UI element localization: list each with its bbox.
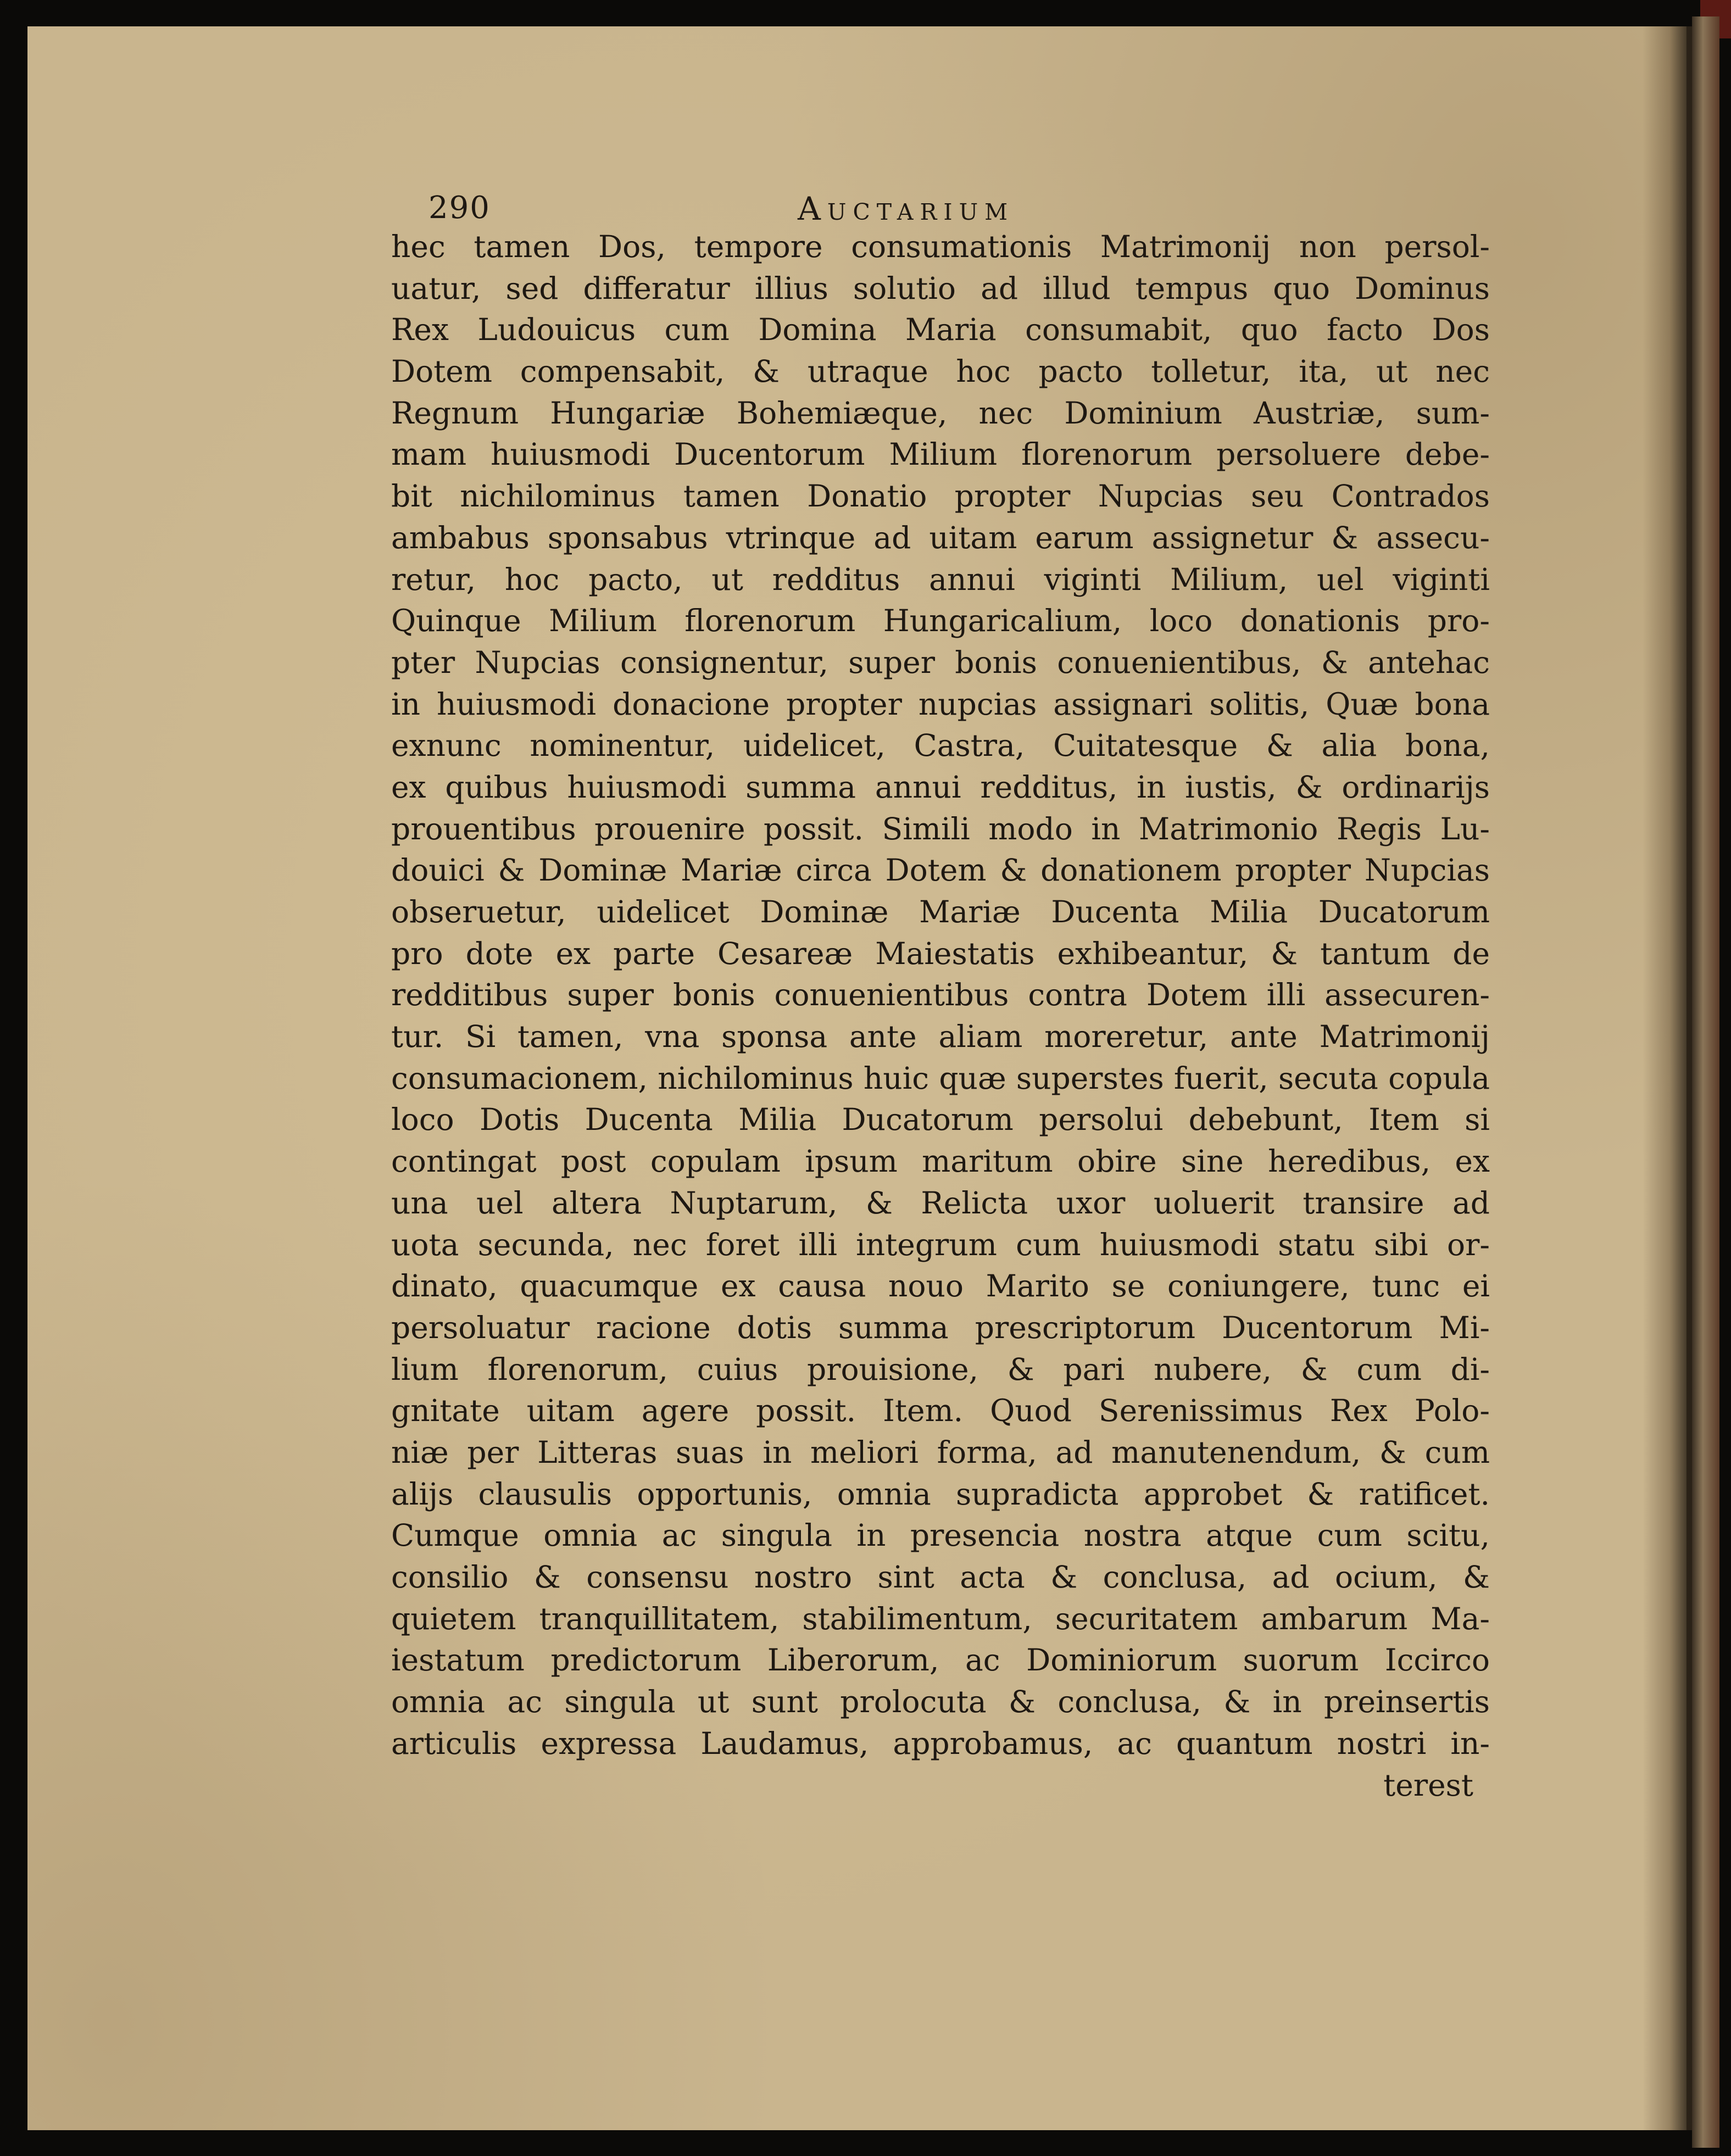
text-line: Regnum Hungariæ Bohemiæque, nec Dominium Austriæ, sum- [391, 395, 1490, 431]
text-line: ex quibus huiusmodi summa annui redditus, in iustis, & ordinarijs [391, 769, 1490, 805]
text-line: retur, hoc pacto, ut redditus annui viginti Milium, uel viginti [391, 561, 1490, 597]
text-line: omnia ac singula ut sunt prolocuta & conclusa, & in preinsertis [391, 1684, 1490, 1720]
binding-gutter [1643, 26, 1692, 2130]
body-text [391, 226, 1490, 1806]
text-line: quietem tranquillitatem, stabilimentum, securitatem ambarum Ma- [391, 1601, 1490, 1636]
text-line: exnunc nominentur, uidelicet, Castra, Cuitatesque & alia bona, [391, 728, 1490, 764]
text-line: niæ per Litteras suas in meliori forma, ad manutenendum, & cum [391, 1434, 1490, 1470]
text-line: bit nichilominus tamen Donatio propter Nupcias seu Contrados [391, 478, 1490, 514]
page-number: 290 [428, 190, 491, 226]
text-line: alijs clausulis opportunis, omnia supradicta approbet & ratificet. [391, 1476, 1490, 1512]
text-line: pro dote ex parte Cesareæ Maiestatis exhibeantur, & tantum de [391, 935, 1490, 971]
text-line: articulis expressa Laudamus, approbamus, ac quantum nostri in- [391, 1725, 1490, 1761]
text-line: lium florenorum, cuius prouisione, & pari nubere, & cum di- [391, 1351, 1490, 1387]
text-line: Dotem compensabit, & utraque hoc pacto tolletur, ita, ut nec [391, 354, 1490, 389]
text-line: Quinque Milium florenorum Hungaricalium, loco donationis pro- [391, 603, 1490, 639]
text-line: iestatum predictorum Liberorum, ac Dominiorum suorum Iccirco [391, 1642, 1490, 1678]
text-line: uatur, sed differatur illius solutio ad illud tempus quo Dominus [391, 270, 1490, 306]
text-line: loco Dotis Ducenta Milia Ducatorum persolui debebunt, Item si [391, 1102, 1490, 1138]
text-line: una uel altera Nuptarum, & Relicta uxor uoluerit transire ad [391, 1185, 1490, 1221]
text-line: persoluatur racione dotis summa prescriptorum Ducentorum Mi- [391, 1310, 1490, 1345]
text-line: consilio & consensu nostro sint acta & conclusa, ad ocium, & [391, 1559, 1490, 1595]
catchword: terest [1383, 1768, 1473, 1803]
text-line: consumacionem, nichilominus huic quæ superstes fuerit, secuta copula [391, 1060, 1490, 1096]
text-line: contingat post copulam ipsum maritum obire sine heredibus, ex [391, 1144, 1490, 1179]
text-line: redditibus super bonis conuenientibus contra Dotem illi assecuren- [391, 977, 1490, 1013]
text-line: Rex Ludouicus cum Domina Maria consumabit, quo facto Dos [391, 312, 1490, 348]
text-line: gnitate uitam agere possit. Item. Quod Serenissimus Rex Polo- [391, 1393, 1490, 1429]
text-line: in huiusmodi donacione propter nupcias assignari solitis, Quæ bona [391, 686, 1490, 722]
running-head [391, 181, 1490, 225]
text-line: obseruetur, uidelicet Dominæ Mariæ Ducenta Milia Ducatorum [391, 894, 1490, 929]
text-line: hec tamen Dos, tempore consumationis Matrimonij non persol- [391, 229, 1490, 264]
page-content [391, 181, 1490, 1806]
text-line: ambabus sponsabus vtrinque ad uitam earum assignetur & assecu- [391, 520, 1490, 555]
text-line: prouentibus prouenire possit. Simili modo in Matrimonio Regis Lu- [391, 811, 1490, 846]
text-line: uota secunda, nec foret illi integrum cum huiusmodi statu sibi or- [391, 1227, 1490, 1262]
text-line: dinato, quacumque ex causa nouo Marito se coniungere, tunc ei [391, 1268, 1490, 1304]
text-line: mam huiusmodi Ducentorum Milium florenorum persoluere debe- [391, 437, 1490, 472]
facing-page-edge [1692, 16, 1719, 2148]
text-line: douici & Dominæ Mariæ circa Dotem & donationem propter Nupcias [391, 853, 1490, 888]
text-line: Cumque omnia ac singula in presencia nostra atque cum scitu, [391, 1518, 1490, 1553]
text-line: pter Nupcias consignentur, super bonis conuenientibus, & antehac [391, 644, 1490, 680]
running-title: Auctarium [798, 190, 1015, 227]
text-line: tur. Si tamen, vna sponsa ante aliam moreretur, ante Matrimonij [391, 1019, 1490, 1055]
